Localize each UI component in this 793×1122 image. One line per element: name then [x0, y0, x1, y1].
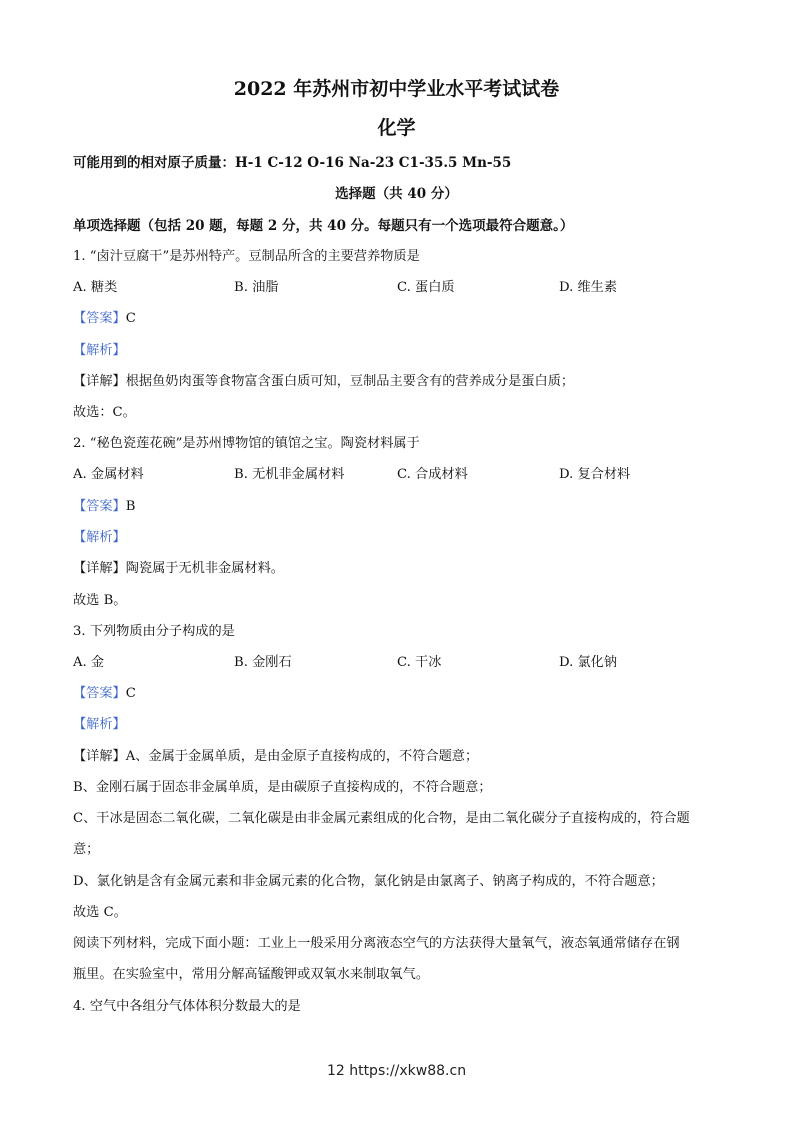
q2-option-d: D. 复合材料	[559, 467, 631, 482]
q3-option-c: C. 干冰	[397, 655, 442, 670]
question-2-stem: 2. “秘色瓷莲花碗”是苏州博物馆的镇馆之宝。陶瓷材料属于	[73, 436, 420, 451]
q1-analysis-tag: 【解析】	[73, 343, 126, 358]
q1-detail-1: 【详解】根据鱼奶肉蛋等食物富含蛋白质可知，豆制品主要含有的营养成分是蛋白质；	[73, 374, 575, 389]
q1-option-b: B. 油脂	[234, 280, 279, 295]
q2-option-a: A. 金属材料	[73, 467, 144, 482]
exam-title: 2022 年苏州市初中学业水平考试试卷	[233, 78, 560, 100]
q3-option-a: A. 金	[73, 655, 105, 670]
question-3-stem: 3. 下列物质由分子构成的是	[73, 624, 235, 639]
q3-detail-1: 【详解】A、金属于金属单质，是由金原子直接构成的，不符合题意；	[73, 749, 479, 764]
question-4-stem: 4. 空气中各组分气体体积分数最大的是	[73, 999, 301, 1014]
q3-detail-4: 意；	[73, 842, 100, 857]
section-heading: 选择题（共 40 分）	[335, 186, 458, 202]
answer-tag: 【答案】	[73, 499, 126, 514]
q1-option-d: D. 维生素	[559, 280, 618, 295]
page-footer: 12 https://xkw88.cn	[326, 1063, 467, 1079]
q1-detail-2: 故选：C。	[73, 405, 136, 420]
reading-line-1: 阅读下列材料，完成下面小题：工业上一般采用分离液态空气的方法获得大量氧气，液态氧通常储存在钢	[73, 936, 680, 951]
q3-detail-3: C、干冰是固态二氧化碳，二氧化碳是由非金属元素组成的化合物，是由二氧化碳分子直接构成的，符合题	[73, 811, 690, 826]
subject-title: 化学	[377, 117, 416, 139]
q3-detail-5: D、氯化钠是含有金属元素和非金属元素的化合物，氯化钠是由氯离子、钠离子构成的，不符合题意；	[73, 874, 664, 889]
answer-value: B	[125, 499, 136, 514]
q3-option-b: B. 金刚石	[234, 655, 292, 670]
q3-detail-2: B、金刚石属于固态非金属单质，是由碳原子直接构成的，不符合题意；	[73, 780, 492, 795]
q2-option-b: B. 无机非金属材料	[234, 467, 345, 482]
q2-answer	[73, 495, 135, 514]
q1-option-c: C. 蛋白质	[397, 280, 455, 295]
answer-tag: 【答案】	[73, 686, 126, 701]
q3-option-d: D. 氯化钠	[559, 655, 618, 670]
q3-analysis-tag: 【解析】	[73, 717, 126, 732]
reading-line-2: 瓶里。在实验室中，常用分解高锰酸钾或双氧水来制取氧气。	[73, 967, 430, 982]
q2-detail-1: 【详解】陶瓷属于无机非金属材料。	[73, 561, 284, 576]
question-1-stem: 1. “卤汁豆腐干”是苏州特产。豆制品所含的主要营养物质是	[73, 249, 420, 264]
q1-answer	[73, 307, 136, 326]
answer-tag: 【答案】	[73, 311, 126, 326]
q1-option-a: A. 糖类	[73, 280, 118, 295]
atomic-masses: 可能用到的相对原子质量：H-1 C-12 O-16 Na-23 C1-35.5 Mn-55	[73, 155, 512, 171]
q3-detail-6: 故选 C。	[73, 905, 127, 920]
q3-answer	[73, 682, 136, 701]
answer-value: C	[125, 686, 136, 701]
instruction: 单项选择题（包括 20 题，每题 2 分，共 40 分。每题只有一个选项最符合题意。）	[73, 218, 574, 234]
answer-value: C	[125, 311, 136, 326]
q2-detail-2: 故选 B。	[73, 593, 127, 608]
q2-option-c: C. 合成材料	[397, 467, 468, 482]
q2-analysis-tag: 【解析】	[73, 530, 126, 545]
